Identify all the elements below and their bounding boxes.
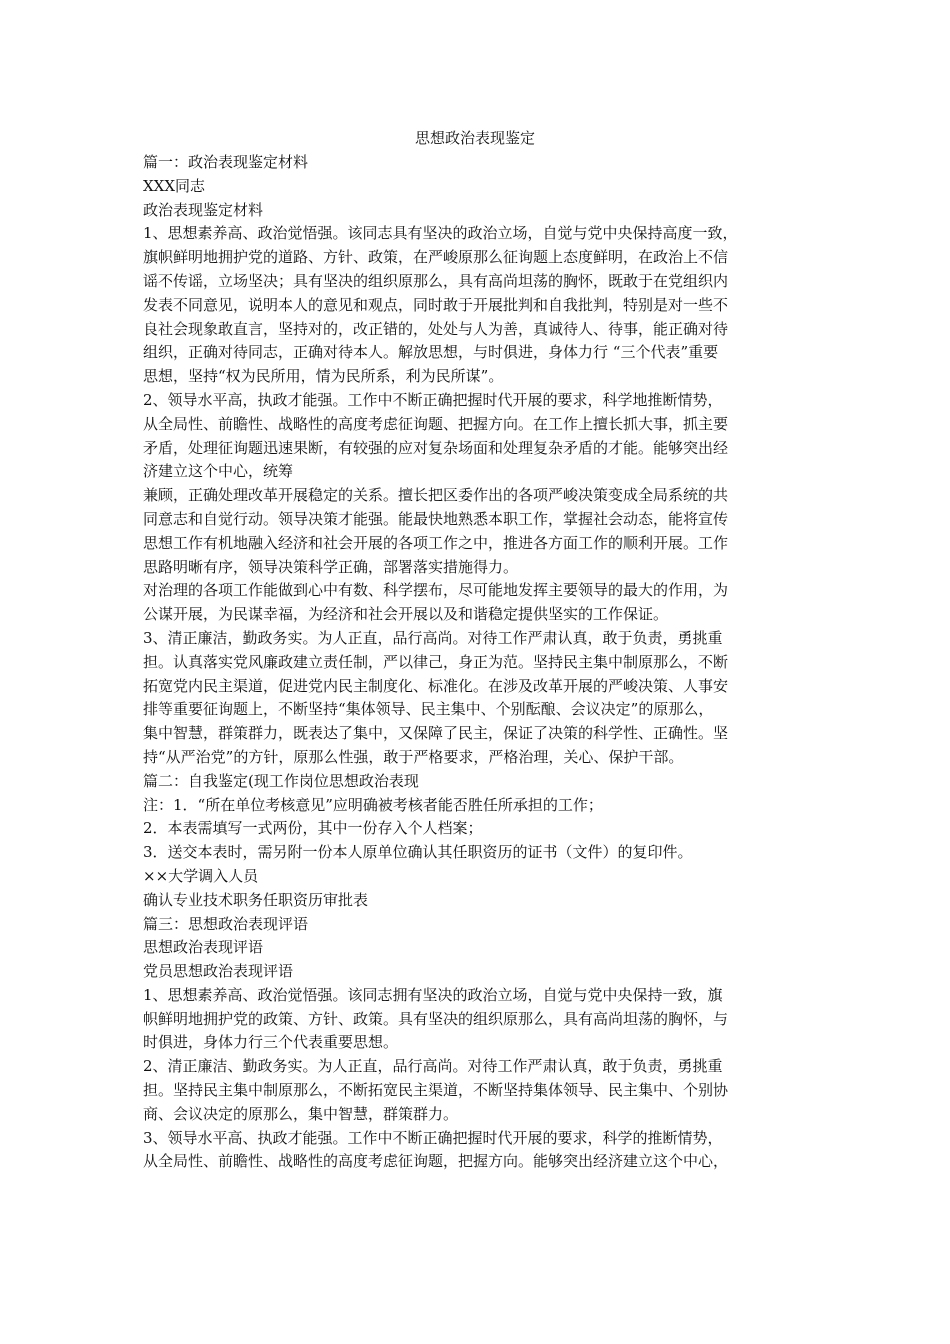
text-line: 担。认真落实党风廉政建立责任制，严以律己，身正为范。坚持民主集中制原那么，不断 xyxy=(143,652,729,671)
text-line: 3．送交本表时，需另附一份本人原单位确认其任职资历的证书（文件）的复印件。 xyxy=(143,843,693,862)
text-line: 兼顾，正确处理改革开展稳定的关系。擅长把区委作出的各项严峻决策变成全局系统的共 xyxy=(143,486,729,505)
text-line: 组织，正确对待同志，正确对待本人。解放思想，与时俱进，身体力行 “三个代表”重要 xyxy=(143,343,719,362)
text-line: 思想政治表现评语 xyxy=(143,938,264,957)
text-line: 担。坚持民主集中制原那么，不断拓宽民主渠道，不断坚持集体领导、民主集中、个别协 xyxy=(143,1081,729,1100)
text-line: XXX同志 xyxy=(143,176,206,195)
text-line: 谣不传谣，立场坚决；具有坚决的组织原那么，具有高尚坦荡的胸怀，既敢于在党组织内 xyxy=(143,271,729,290)
text-line: 政治表现鉴定材料 xyxy=(143,200,264,219)
text-line: 2、领导水平高，执政才能强。工作中不断正确把握时代开展的要求，科学地推断情势， xyxy=(143,390,723,409)
text-line: 党员思想政治表现评语 xyxy=(143,962,294,981)
text-line: 从全局性、前瞻性、战略性的高度考虑征询题，把握方向。能够突出经济建立这个中心， xyxy=(143,1152,729,1171)
text-line: 思想，坚持“权为民所用，情为民所系，利为民所谋”。 xyxy=(143,367,504,386)
text-line: 矛盾，处理征询题迅速果断，有较强的应对复杂场面和处理复杂矛盾的才能。能够突出经 xyxy=(143,438,729,457)
text-line: 帜鲜明地拥护党的政策、方针、政策。具有坚决的组织原那么，具有高尚坦荡的胸怀，与 xyxy=(143,1009,729,1028)
text-line: 3、领导水平高、执政才能强。工作中不断正确把握时代开展的要求，科学的推断情势， xyxy=(143,1128,723,1147)
text-line: 集中智慧，群策群力，既表达了集中，又保障了民主，保证了决策的科学性、正确性。坚 xyxy=(143,724,729,743)
text-line: 篇二：自我鉴定(现工作岗位思想政治表现 xyxy=(143,771,419,790)
text-line: 思路明晰有序，领导决策科学正确，部署落实措施得力。 xyxy=(143,557,519,576)
text-line: 对治理的各项工作能做到心中有数、科学摆布，尽可能地发挥主要领导的最大的作用，为 xyxy=(143,581,729,600)
text-line: 篇一：政治表现鉴定材料 xyxy=(143,153,309,171)
text-line: 良社会现象敢直言，坚持对的，改正错的，处处与人为善，真诚待人、待事，能正确对待 xyxy=(143,319,729,338)
text-line: 注：1．“所在单位考核意见”应明确被考核者能否胜任所承担的工作； xyxy=(143,795,603,814)
text-line: 从全局性、前瞻性、战略性的高度考虑征询题、把握方向。在工作上擅长抓大事，抓主要 xyxy=(143,414,729,433)
text-line: 持“从严治党”的方针，原那么性强，敢于严格要求，严格治理，关心、保护干部。 xyxy=(143,747,684,766)
text-line: 1、思想素养高、政治觉悟强。该同志拥有坚决的政治立场，自觉与党中央保持一致，旗 xyxy=(143,985,723,1004)
text-line: 商、会议决定的原那么，集中智慧，群策群力。 xyxy=(143,1104,459,1123)
text-line: 同意志和自觉行动。领导决策才能强。能最快地熟悉本职工作，掌握社会动态，能将宣传 xyxy=(143,509,729,528)
text-line: 2．本表需填写一式两份，其中一份存入个人档案； xyxy=(143,819,483,838)
text-line: 3、清正廉洁，勤政务实。为人正直，品行高尚。对待工作严肃认真，敢于负责，勇挑重 xyxy=(143,628,723,647)
text-line: 时俱进，身体力行三个代表重要思想。 xyxy=(143,1033,399,1052)
text-line: 确认专业技术职务任职资历审批表 xyxy=(143,890,369,909)
text-line: 旗帜鲜明地拥护党的道路、方针、政策，在严峻原那么征询题上态度鲜明，在政治上不信 xyxy=(143,248,729,267)
text-line: 1、思想素养高、政治觉悟强。该同志具有坚决的政治立场，自觉与党中央保持高度一致， xyxy=(143,224,738,243)
text-line: 排等重要征询题上，不断坚持“集体领导、民主集中、个别酝酿、会议决定”的原那么， xyxy=(143,700,714,719)
text-line: 济建立这个中心，统筹 xyxy=(143,462,294,481)
document-title: 思想政治表现鉴定 xyxy=(414,129,535,147)
text-line: 发表不同意见，说明本人的意见和观点，同时敢于开展批判和自我批判，特别是对一些不 xyxy=(143,295,729,314)
text-line: 思想工作有机地融入经济和社会开展的各项工作之中，推进各方面工作的顺利开展。工作 xyxy=(143,533,729,552)
text-line: 2、清正廉洁、勤政务实。为人正直，品行高尚。对待工作严肃认真，敢于负责，勇挑重 xyxy=(143,1057,723,1076)
text-line: ××大学调入人员 xyxy=(143,866,259,885)
text-line: 拓宽党内民主渠道，促进党内民主制度化、标准化。在涉及改革开展的严峻决策、人事安 xyxy=(143,676,729,695)
document-body xyxy=(143,151,808,1174)
text-line: 篇三：思想政治表现评语 xyxy=(143,914,309,933)
text-line: 公谋开展，为民谋幸福，为经济和社会开展以及和谐稳定提供坚实的工作保证。 xyxy=(143,605,669,624)
